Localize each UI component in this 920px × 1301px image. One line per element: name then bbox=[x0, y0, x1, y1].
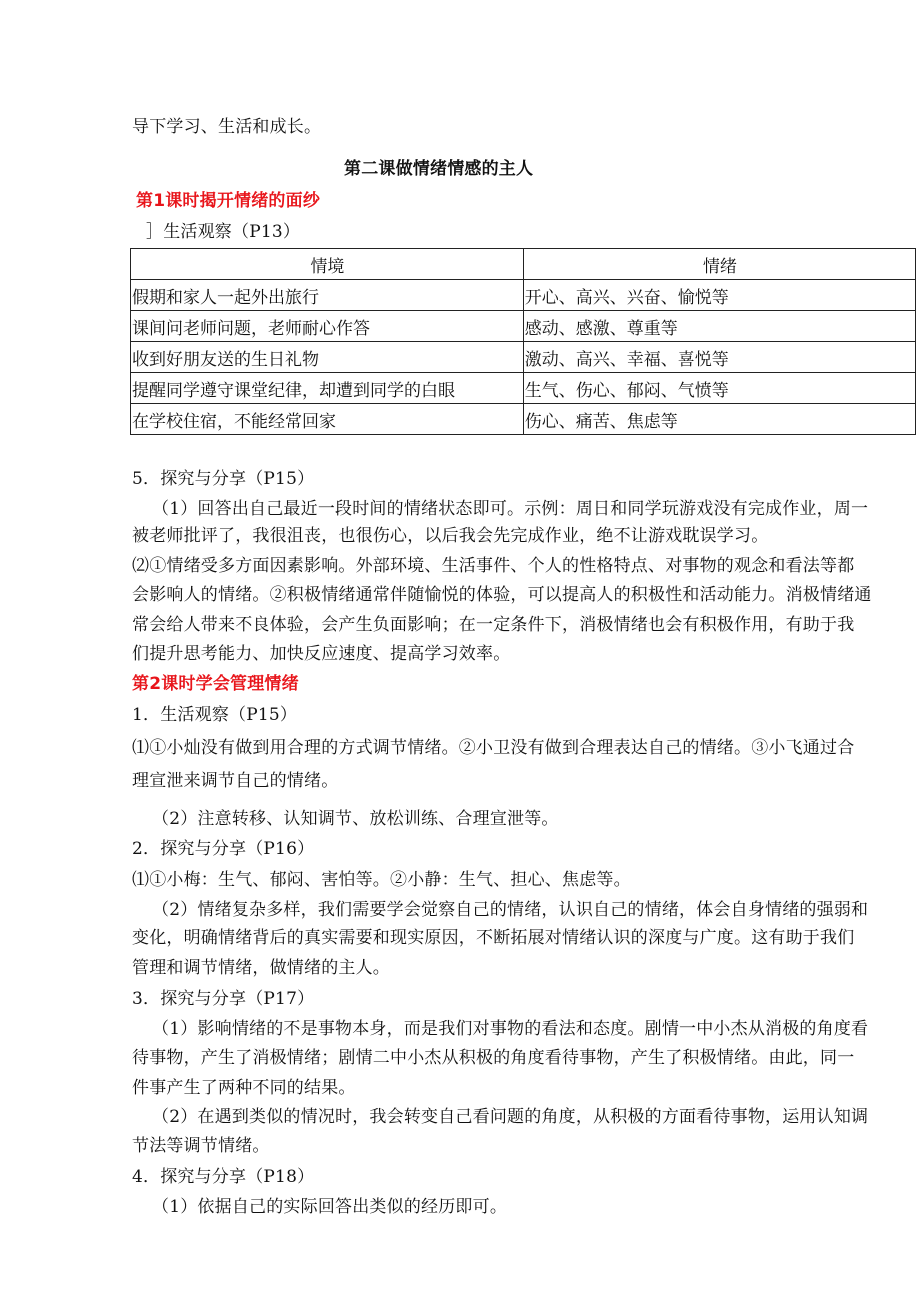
table-header-cell: 情境 bbox=[131, 249, 524, 280]
situation-cell: 收到好朋友送的生日礼物 bbox=[131, 342, 524, 373]
situation-cell: 假期和家人一起外出旅行 bbox=[131, 280, 524, 311]
paragraph-line: （1）影响情绪的不是事物本身，而是我们对事物的看法和态度。剧情一中小杰从消极的角度看 bbox=[152, 1019, 869, 1039]
paragraph-line: ⑴①小梅：生气、郁闷、害怕等。②小静：生气、担心、焦虑等。 bbox=[132, 870, 631, 890]
situation-cell: 在学校住宿，不能经常回家 bbox=[131, 404, 524, 435]
paragraph-line: （1）回答出自己最近一段时间的情绪状态即可。示例：周日和同学玩游戏没有完成作业，周一 bbox=[152, 499, 869, 519]
paragraph-line: 待事物，产生了消极情绪；剧情二中小杰从积极的角度看待事物，产生了积极情绪。由此，同一 bbox=[132, 1048, 855, 1068]
explore-p15-title: 5．探究与分享（P15） bbox=[132, 469, 315, 489]
emotion-table bbox=[130, 248, 916, 435]
emotion-cell: 激动、高兴、幸福、喜悦等 bbox=[523, 342, 915, 373]
life-observe-label: ］生活观察（P13） bbox=[146, 222, 301, 242]
paragraph-line: 被老师批评了，我很沮丧，也很伤心，以后我会先完成作业，绝不让游戏耽误学习。 bbox=[132, 526, 769, 546]
table-header-cell: 情绪 bbox=[523, 249, 915, 280]
paragraph-line: （2）在遇到类似的情况时，我会转变自己看问题的角度，从积极的方面看待事物，运用认知调 bbox=[152, 1107, 869, 1127]
paragraph-line: （2）情绪复杂多样，我们需要学会觉察自己的情绪，认识自己的情绪，体会自身情绪的强弱和 bbox=[152, 900, 869, 920]
emotion-cell: 感动、感激、尊重等 bbox=[523, 311, 915, 342]
section1-heading: 第1课时揭开情绪的面纱 bbox=[136, 191, 321, 211]
emotion-cell: 伤心、痛苦、焦虑等 bbox=[523, 404, 915, 435]
explore-p18-title: 4．探究与分享（P18） bbox=[132, 1167, 315, 1187]
emotion-cell: 开心、高兴、兴奋、愉悦等 bbox=[523, 280, 915, 311]
table-row bbox=[131, 280, 916, 311]
explore-p17-title: 3．探究与分享（P17） bbox=[132, 989, 315, 1009]
paragraph-line: ⑴①小灿没有做到用合理的方式调节情绪。②小卫没有做到合理表达自己的情绪。③小飞通过合 bbox=[132, 738, 855, 758]
emotion-cell: 生气、伤心、郁闷、气愤等 bbox=[523, 373, 915, 404]
paragraph-line: 常会给人带来不良体验，会产生负面影响；在一定条件下，消极情绪也会有积极作用，有助于我 bbox=[132, 615, 855, 635]
table-row bbox=[131, 311, 916, 342]
situation-cell: 提醒同学遵守课堂纪律，却遭到同学的白眼 bbox=[131, 373, 524, 404]
intro-tail: 导下学习、生活和成长。 bbox=[132, 117, 322, 137]
paragraph-line: 会影响人的情绪。②积极情绪通常伴随愉悦的体验，可以提高人的积极性和活动能力。消极情绪通 bbox=[132, 585, 872, 605]
paragraph-line: 理宣泄来调节自己的情绪。 bbox=[132, 771, 339, 791]
paragraph-line: 管理和调节情绪，做情绪的主人。 bbox=[132, 958, 390, 978]
paragraph-line: ⑵①情绪受多方面因素影响。外部环境、生活事件、个人的性格特点、对事物的观念和看法等都 bbox=[132, 556, 855, 576]
situation-cell: 课间问老师问题，老师耐心作答 bbox=[131, 311, 524, 342]
table-row bbox=[131, 404, 916, 435]
paragraph-line: （2）注意转移、认知调节、放松训练、合理宣泄等。 bbox=[152, 809, 559, 829]
lesson-title: 第二课做情绪情感的主人 bbox=[344, 159, 534, 179]
table-row bbox=[131, 342, 916, 373]
paragraph-line: 们提升思考能力、加快反应速度、提高学习效率。 bbox=[132, 644, 511, 664]
table-header-row bbox=[131, 249, 916, 280]
paragraph-line: 件事产生了两种不同的结果。 bbox=[132, 1078, 356, 1098]
section2-heading: 第2课时学会管理情绪 bbox=[132, 674, 299, 694]
paragraph-line: （1）依据自己的实际回答出类似的经历即可。 bbox=[152, 1197, 508, 1217]
paragraph-line: 节法等调节情绪。 bbox=[132, 1136, 270, 1156]
explore-p16-title: 2．探究与分享（P16） bbox=[132, 839, 315, 859]
observe-p15-title: 1．生活观察（P15） bbox=[132, 705, 298, 725]
table-row bbox=[131, 373, 916, 404]
paragraph-line: 变化，明确情绪背后的真实需要和现实原因，不断拓展对情绪认识的深度与广度。这有助于我们 bbox=[132, 928, 855, 948]
